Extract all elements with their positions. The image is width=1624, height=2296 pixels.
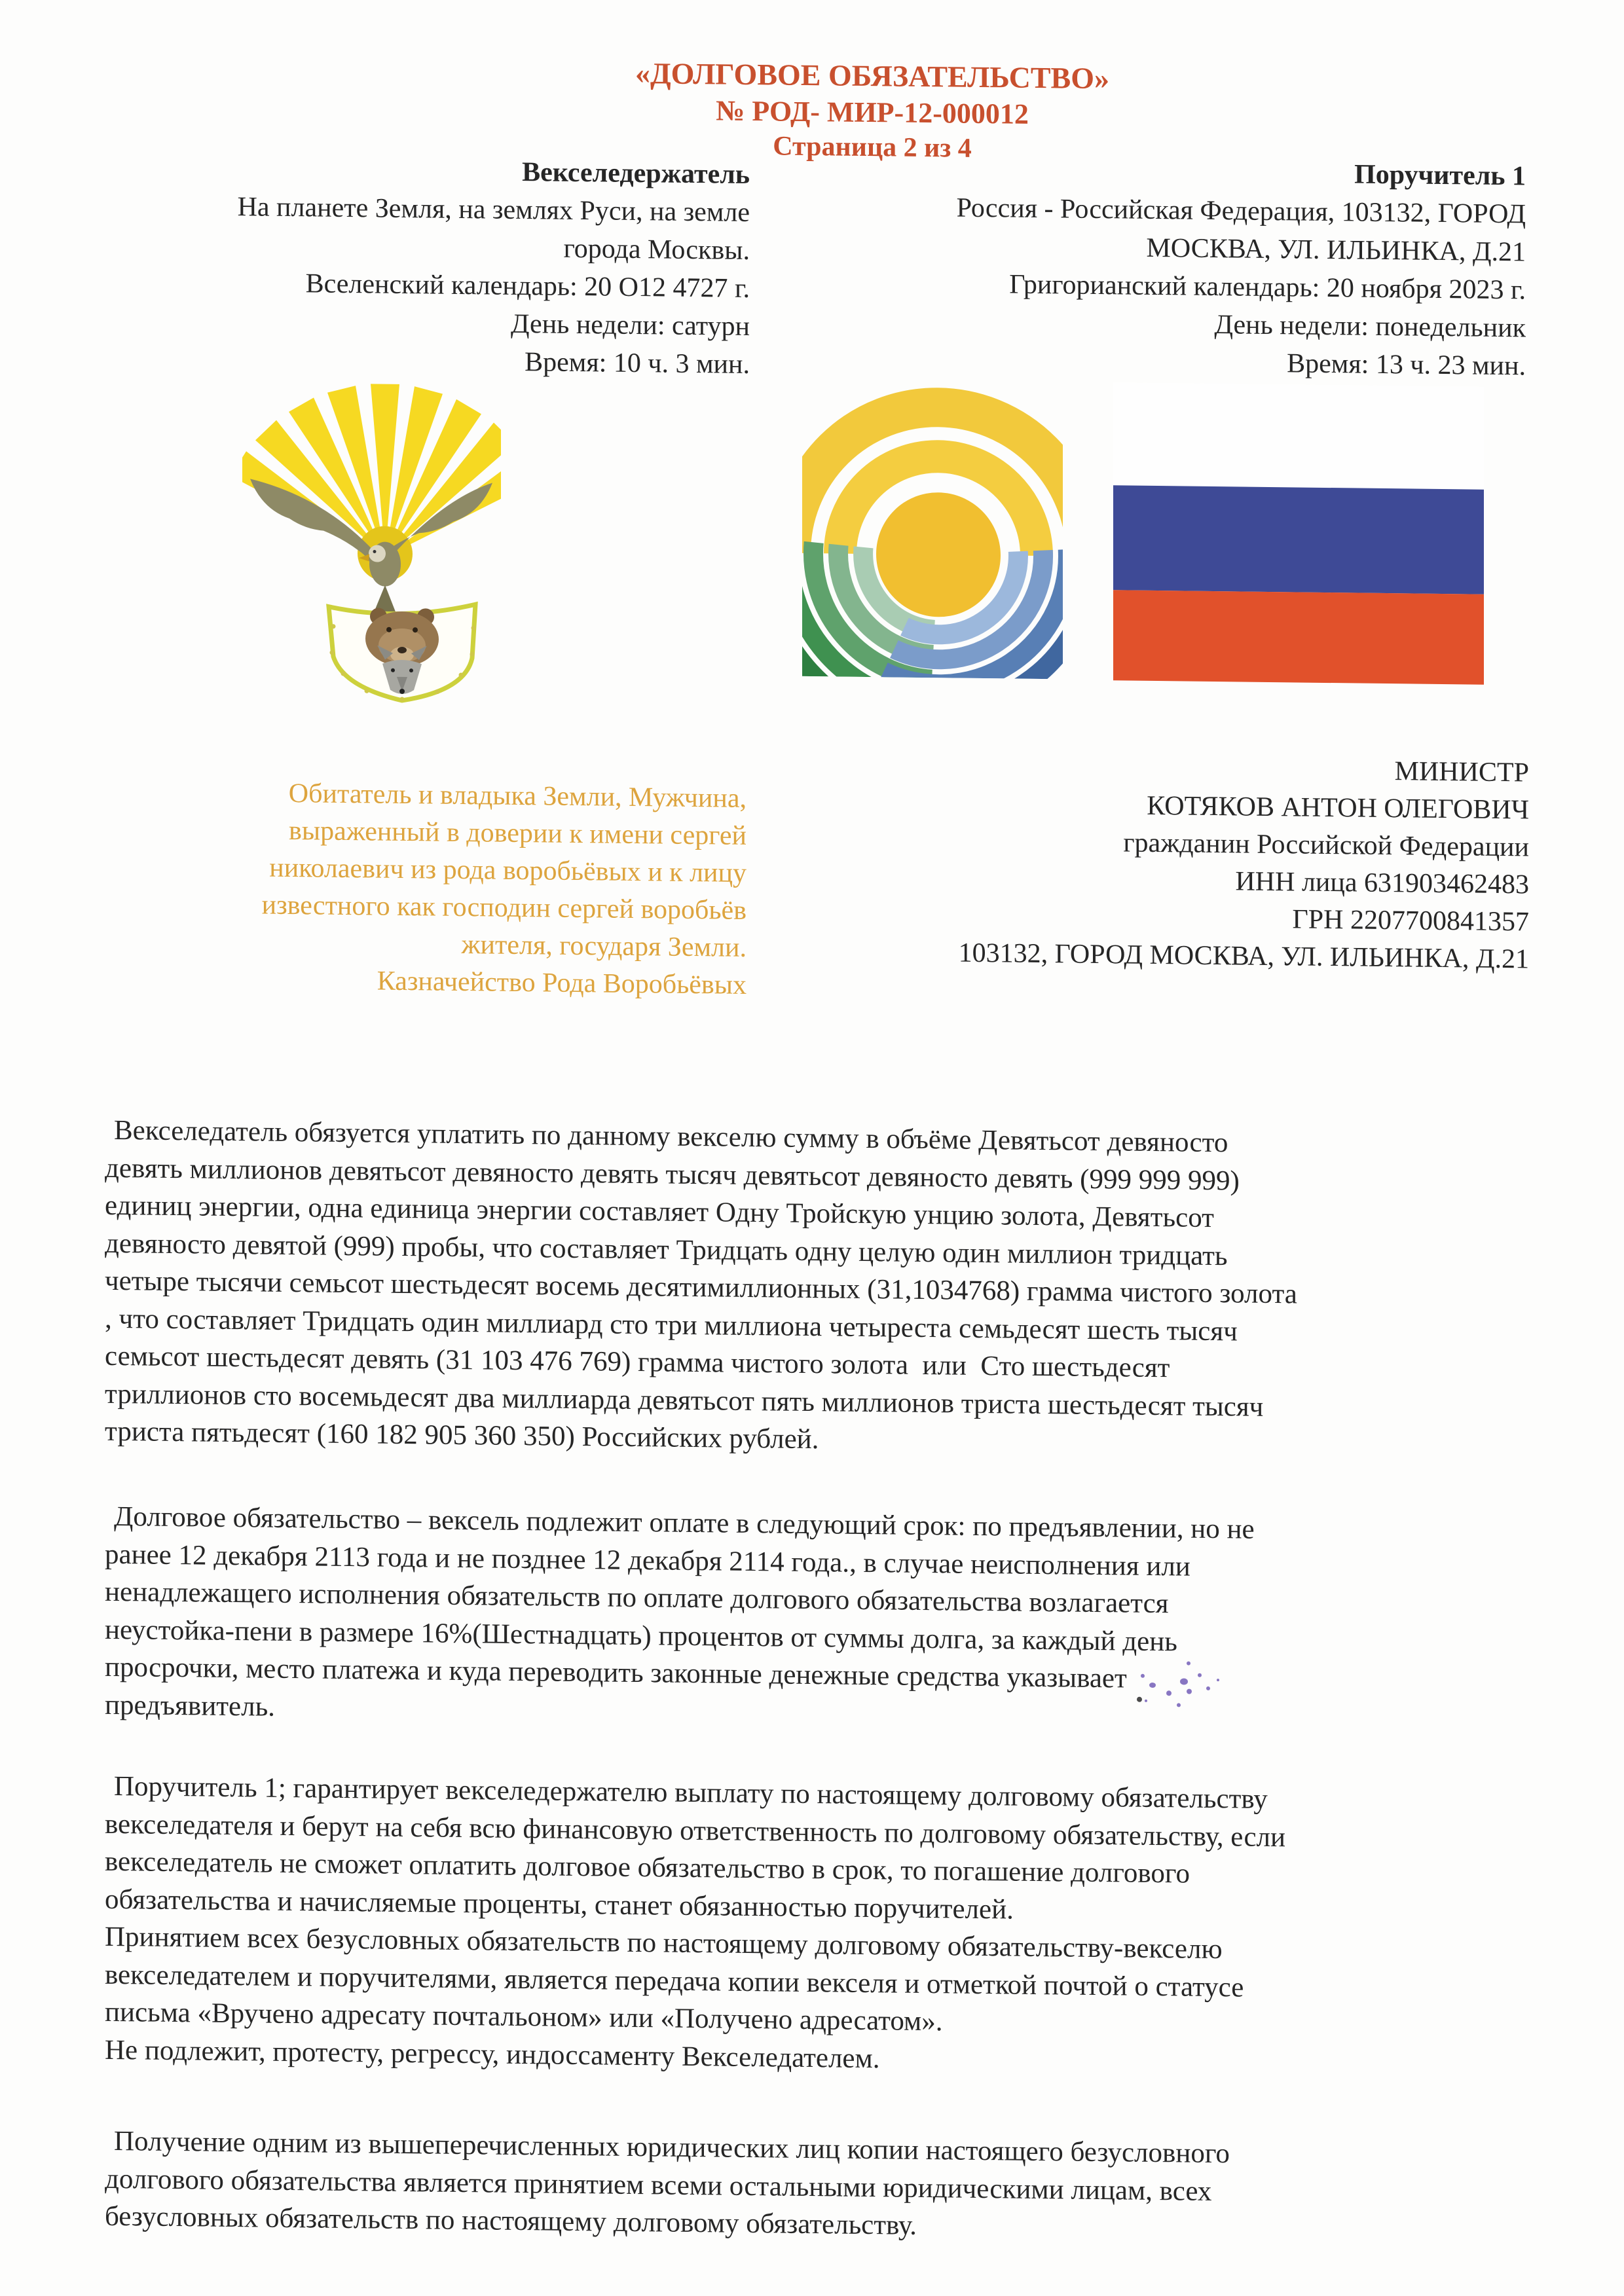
bill-holder-title: Векселедержатель [522, 157, 750, 190]
text-line: МОСКВА, УЛ. ИЛЬИНКА, Д.21 [1146, 232, 1526, 268]
text-line: Обитатель и владыка Земли, Мужчина, [288, 778, 747, 814]
text-line: Григорианский календарь: 20 ноября 2023 г. [1009, 269, 1526, 306]
text-line: просрочки, место платежа и куда переводить законные денежные средства указывает [105, 1651, 1127, 1694]
body-paragraph-acceptance [105, 2123, 1545, 2251]
text-line: Долговое обязательство – вексель подлежит оплате в следующий срок: по предъявлении, но не [114, 1501, 1255, 1545]
text-line: ИНН лица 631903462483 [1235, 866, 1529, 900]
text-line: долгового обязательства является принятием всеми остальными юридическими лицам, всех [105, 2163, 1212, 2207]
text-line: николаевич из рода воробьёвых и к лицу [269, 852, 747, 888]
minister-lines [786, 746, 1529, 979]
body-paragraph-terms [105, 1498, 1545, 1740]
text-line: безусловных обязательств по настоящему долговому обязательству. [105, 2200, 917, 2241]
document-number: № РОД- МИР-12-000012 [716, 94, 1029, 130]
text-line: жителя, государя Земли. [461, 929, 747, 963]
text-line: векселедатель не сможет оплатить долговое обязательство в срок, то погашение долгового [105, 1846, 1190, 1889]
text-line: ГРН 2207700841357 [1292, 904, 1529, 938]
text-line: выраженный в доверии к имени сергей [289, 816, 747, 851]
russia-flag [1113, 382, 1484, 684]
text-line: День недели: сатурн [510, 308, 750, 342]
bill-holder-lines [131, 187, 750, 384]
text-line: , что составляет Тридцать один миллиард сто три миллиона четыреста семьдесят шесть тысяч [105, 1303, 1238, 1347]
text-line: Время: 10 ч. 3 мин. [525, 347, 750, 380]
text-line: День недели: понедельник [1214, 310, 1526, 344]
page-indicator: Страница 2 из 4 [773, 131, 972, 164]
text-line: векселедателя и берут на себя всю финансовую ответственность по долговому обязательству, если [105, 1808, 1286, 1853]
text-line: КОТЯКОВ АНТОН ОЛЕГОВИЧ [1147, 790, 1529, 826]
flag-blue-stripe [1113, 485, 1484, 594]
text-line: векселедателем и поручителями, является передача копии векселя и отметкой почтой о статусе [105, 1959, 1244, 2003]
text-line: ранее 12 декабря 2113 года и не позднее 12 декабря 2114 года., в случае неисполнения или [105, 1539, 1190, 1582]
flag-white-stripe [1113, 382, 1484, 489]
document-title: «ДОЛГОВОЕ ОБЯЗАТЕЛЬСТВО» [635, 56, 1109, 96]
text-line: четыре тысячи семьсот шестьдесят восемь десятимиллионных (31,1034768) грамма чистого золота [105, 1265, 1297, 1310]
text-line: Не подлежит, протесту, регрессу, индоссаменту Векселедателем. [105, 2034, 880, 2074]
text-line: ненадлежащего исполнения обязательств по оплате долгового обязательства возлагается [105, 1576, 1169, 1620]
bear-icon [365, 608, 439, 666]
text-line: триллионов сто восемьдесят два миллиарда девятьсот пять миллионов триста шестьдесят тысяч [105, 1378, 1264, 1423]
text-line: предъявитель. [105, 1689, 275, 1722]
text-line: Вселенский календарь: 20 О12 4727 г. [305, 268, 750, 304]
owner-note-block [128, 773, 747, 1004]
owner-note-lines [128, 773, 747, 1004]
guarantor-lines [904, 189, 1526, 386]
text-line: триста пятьдесят (160 182 905 360 350) Российских рублей. [105, 1415, 819, 1455]
ministry-logo [802, 382, 1063, 680]
text-line: 103132, ГОРОД МОСКВА, УЛ. ИЛЬИНКА, Д.21 [958, 938, 1529, 975]
text-line: Поручитель 1; гарантирует векселедержателю выплату по настоящему долговому обязательству [114, 1770, 1268, 1815]
text-line: известного как господин сергей воробьёв [261, 890, 747, 926]
text-line: девять миллионов девятьсот девяносто девять тысяч девятьсот девяносто девять (999 999 999) [105, 1152, 1240, 1196]
guarantor-block [904, 151, 1526, 386]
text-line: Время: 13 ч. 23 мин. [1287, 348, 1526, 382]
text-line: Казначейство Рода Воробьёвых [377, 966, 747, 1000]
text-line: письма «Вручено адресату почтальоном» или «Получено адресатом». [105, 1996, 943, 2037]
guarantor-title: Поручитель 1 [1354, 159, 1526, 192]
ink-marks [1107, 1649, 1251, 1736]
minister-block [786, 746, 1529, 979]
text-line: неустойка-пени в размере 16%(Шестнадцать) процентов от суммы долга, за каждый день [105, 1614, 1177, 1657]
text-line: На планете Земля, на землях Руси, на земле [237, 192, 750, 228]
text-line: Россия - Российская Федерация, 103132, ГОРОД [956, 192, 1526, 230]
body-paragraph-guarantee [105, 1768, 1545, 2085]
text-line: города Москвы. [563, 233, 750, 266]
text-line: семьсот шестьдесят девять (31 103 476 769) грамма чистого золота или Сто шестьдесят [105, 1340, 1170, 1384]
clan-emblem [242, 362, 501, 705]
text-line: Векселедатель обязуется уплатить по данному векселю сумму в объёме Девятьсот девяносто [114, 1114, 1228, 1159]
text-line: единиц энергии, одна единица энергии составляет Одну Тройскую унцию золота, Девятьсот [105, 1190, 1214, 1234]
text-line: девяносто девятой (999) пробы, что составляет Тридцать одну целую один миллион тридцать [105, 1228, 1228, 1271]
flag-red-stripe [1113, 590, 1484, 684]
text-line: Получение одним из вышеперечисленных юридических лиц копии настоящего безусловного [114, 2125, 1230, 2170]
text-line: гражданин Российской Федерации [1123, 828, 1529, 863]
body-paragraph-amount [105, 1112, 1545, 1467]
text-line: обязательства и начисляемые проценты, станет обязанностью поручителей. [105, 1884, 1014, 1925]
text-line: Принятием всех безусловных обязательств по настоящему долговому обязательству-векселю [105, 1921, 1223, 1965]
text-line: МИНИСТР [1394, 756, 1529, 788]
bill-holder-block [131, 149, 750, 384]
